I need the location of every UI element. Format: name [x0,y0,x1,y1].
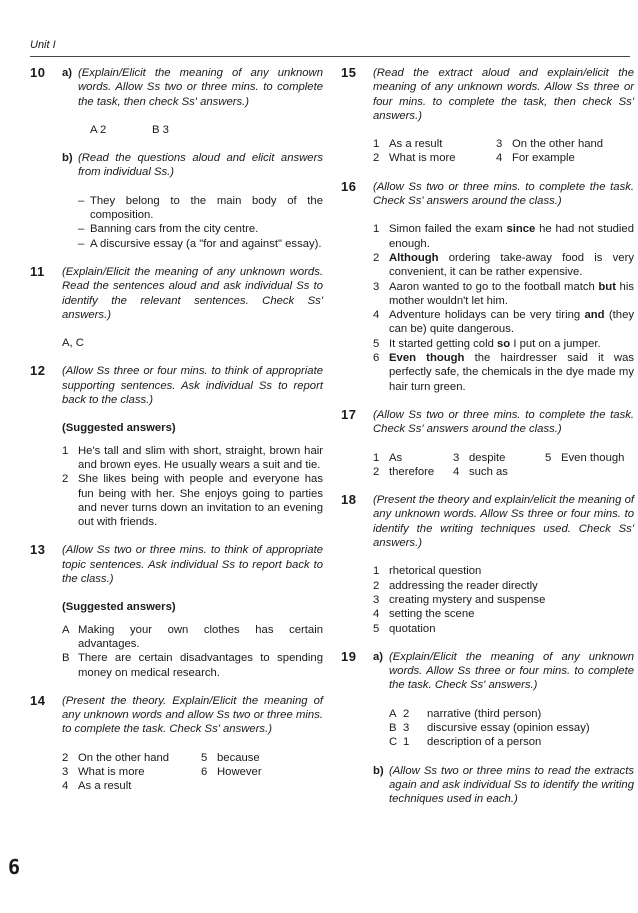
left-column [30,66,323,808]
exercise-number: 17 [341,406,357,422]
suggested-answers-heading: (Suggested answers) [62,422,176,435]
exercise-14 [30,694,323,794]
exercise-number: 12 [30,363,46,379]
exercise-10 [30,66,323,251]
list-item: 2 addressing the reader directly [373,579,538,592]
part-label: a) [62,67,73,79]
instruction: (Allow Ss two or three mins. to think of appropriate topic sentences. Ask individual Ss to report back to the class.) [62,544,323,586]
exercise-number: 11 [30,263,45,279]
answer-row: B 3 discursive essay (opinion essay) [389,721,590,734]
answer-row [78,123,323,137]
instruction: (Explain/Elicit the meaning of any unknown words. Read the sentences aloud and ask individual Ss to identify the relevant sentences. Check Ss' answers.) [62,265,323,321]
exercise-18 [341,493,634,636]
exercise-15 [341,66,634,166]
answer-row: 1 As a result 3 On the other hand [373,138,604,151]
exercise-number: 18 [341,492,357,508]
part-a [62,66,323,151]
exercise-12 [30,364,323,529]
list-item: 6 Even though the hairdresser said it was perfectly safe, the chemicals in the dye made my hair turn green. [373,352,635,393]
dash-text: A discursive essay (a "for and against" essay). [90,237,322,250]
exercise-16 [341,180,634,394]
list-item: 1 rhetorical question [373,565,482,578]
answer: B 3 [152,123,169,136]
instruction: (Read the extract aloud and explain/elicit the meaning of any unknown words. Allow Ss three or four mins. to complete the task, then check Ss' answers.) [373,67,634,122]
list-item: 3 Aaron wanted to go to the football match but his mother wouldn't let him. [373,280,634,307]
answer: A 2 [90,123,107,136]
exercise-17 [341,408,634,479]
instruction: (Present the theory and explain/elicit the meaning of any unknown words. Allow Ss three or four mins. to identify the writing techniques used. Check Ss' answers.) [373,494,634,550]
page-number: 6 [8,855,21,879]
answer-row: A 2 narrative (third person) [389,707,542,720]
part-b [62,151,323,251]
part-label: b) [62,152,73,165]
unit-header: Unit I [30,39,56,51]
instruction: (Allow Ss two or three mins to read the extracts again and ask individual Ss to identify the writing techniques used in each.) [389,764,634,806]
suggested-answers-heading: (Suggested answers) [62,601,176,614]
exercise-13 [30,543,323,679]
exercise-11 [30,265,323,350]
dash-item: – Banning cars from the city centre. [78,223,259,236]
list-item: B There are certain disadvantages to spending money on medical research. [62,652,323,679]
exercise-number: 15 [341,65,357,80]
dash-text: Banning cars from the city centre. [90,223,259,236]
instruction: (Allow Ss three or four mins. to think of appropriate supporting sentences. Ask individual Ss to report back to the class.) [62,365,323,407]
list-item: 2 She likes being with people and everyone has fun being with her. She enjoys going to parties and never turns down an invitation to an evening out with friends. [62,473,323,529]
instruction: (Allow Ss two or three mins. to complete the task. Check Ss' answers around the class.) [373,180,634,208]
exercise-number: 13 [30,542,46,558]
answer-row: 3 What is more 6 However [62,765,262,778]
list-item: 4 setting the scene [373,608,475,621]
list-item: 3 creating mystery and suspense [373,593,546,606]
instruction: (Allow Ss two or three mins. to complete the task. Check Ss' answers around the class.) [373,408,634,436]
dash-text: They belong to the main body of the composition. [90,194,323,222]
list-item: 1 Simon failed the exam since he had not studied enough. [373,223,634,250]
dash-item: – A discursive essay (a "for and against" essay). [78,237,322,250]
part-a [373,650,634,764]
list-item: A Making your own clothes has certain advantages. [62,623,323,650]
exercise-number: 14 [30,692,46,708]
header-rule [30,56,630,57]
answer-row: 2 therefore 4 such as [373,465,508,478]
list-item: 4 Adventure holidays can be very tiring and (they can be) quite dangerous. [373,309,634,336]
dash-item: – They belong to the main body of the composition. [78,194,323,222]
exercise-number: 19 [341,648,357,664]
instruction: (Explain/Elicit the meaning of any unknown words. Allow Ss three or four mins. to complete the task. Check Ss' answers.) [389,650,634,692]
exercise-number: 16 [341,178,357,194]
instruction: (Explain/Elicit the meaning of any unknown words. Allow Ss two or three mins. to complete the task, then check Ss' answers.) [78,67,323,108]
instruction: (Present the theory. Explain/Elicit the meaning of any unknown words and allow Ss two or three mins. to complete the task. Check Ss' answers.) [62,694,323,736]
part-label: a) [373,650,384,663]
exercise-number: 10 [30,65,46,80]
exercise-19 [341,650,634,807]
right-column [341,66,634,820]
list-item: 1 He's tall and slim with short, straight, brown hair and brown eyes. He usually wears a suit and tie. [62,444,323,471]
answer-row: 2 On the other hand 5 because [62,751,260,764]
answer-row: 1 As 3 despite 5 Even though [373,451,625,464]
answer: A, C [62,337,84,350]
part-label: b) [373,764,384,777]
instruction: (Read the questions aloud and elicit answers from individual Ss.) [78,152,323,179]
answer-row: 2 What is more 4 For example [373,152,575,165]
answer-row: 4 As a result [62,780,132,793]
part-b [373,764,634,807]
list-item: 5 quotation [373,622,436,635]
answer-row: C 1 description of a person [389,736,542,749]
list-item: 5 It started getting cold so I put on a jumper. [373,337,601,350]
list-item: 2 Although ordering take-away food is very convenient, it can be rather expensive. [373,251,634,279]
